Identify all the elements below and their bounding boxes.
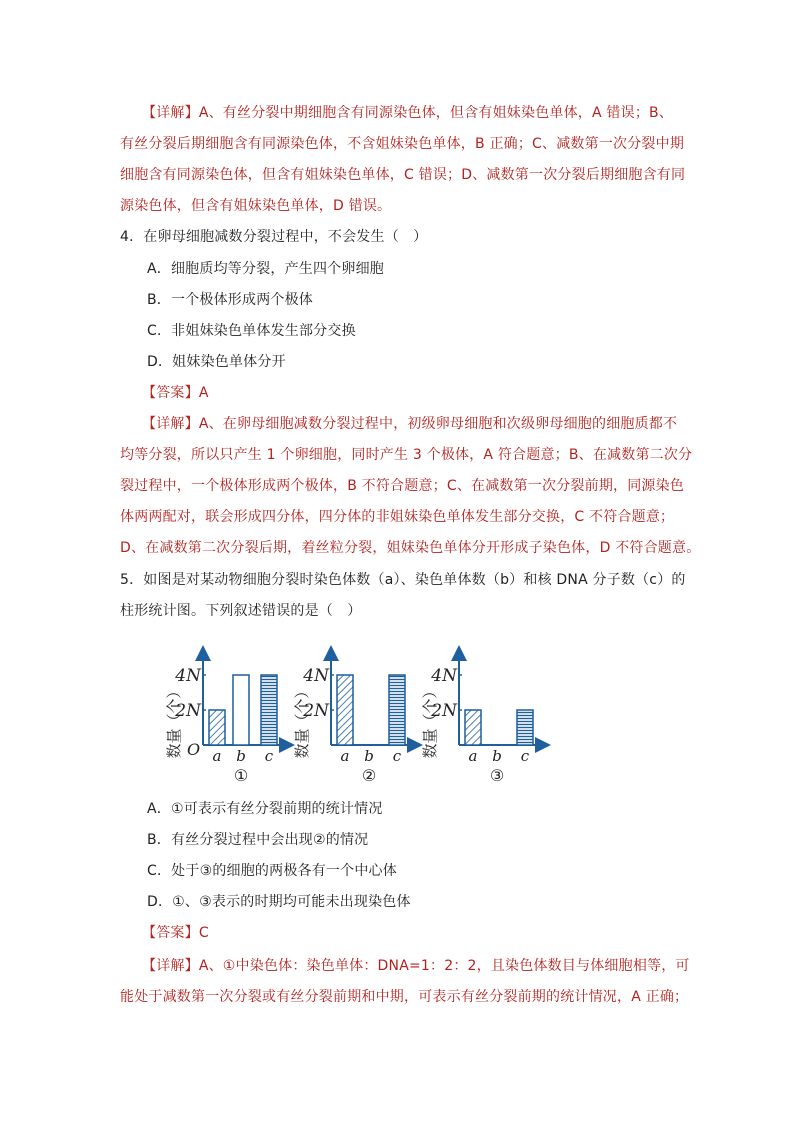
answer-tag: 【答案】 bbox=[142, 925, 199, 941]
q3-detail-line-4: 源染色体，但含有姐妹染色单体，D 错误。 bbox=[120, 198, 392, 214]
q4-detail-line-2: 均等分裂，所以只产生 1 个卵细胞，同时产生 3 个极体，A 符合题意；B、在减数第二次分 bbox=[120, 447, 693, 463]
q4-stem: 4．在卵母细胞减数分裂过程中，不会发生（ ） bbox=[120, 229, 428, 245]
q4-option-d: D．姐妹染色单体分开 bbox=[147, 354, 286, 370]
q5-option-c: C．处于③的细胞的两极各有一个中心体 bbox=[147, 863, 397, 879]
q3-detail-line-3: 细胞含有同源染色体，但含有姐妹染色单体，C 错误；D、减数第一次分裂后期细胞含有同 bbox=[120, 167, 686, 183]
origin-label: O bbox=[187, 740, 201, 759]
q4-answer bbox=[142, 383, 209, 403]
chart-label: ② bbox=[361, 766, 377, 785]
bar-a bbox=[337, 675, 353, 745]
q5-option-b: B．有丝分裂过程中会出现②的情况 bbox=[147, 832, 369, 848]
bar-a bbox=[465, 710, 481, 745]
bar-charts bbox=[165, 645, 595, 790]
y-tick-label: 2N bbox=[303, 701, 329, 721]
q4-detail-line-4: 体两两配对，联会形成四分体，四分体的非姐妹染色单体发生部分交换，C 不符合题意； bbox=[120, 509, 675, 525]
q5-answer bbox=[142, 923, 209, 943]
x-tick-label: b bbox=[236, 747, 246, 765]
q4-detail-line-1: 【详解】A、在卵母细胞减数分裂过程中，初级卵母细胞和次级卵母细胞的细胞质都不 bbox=[142, 416, 678, 432]
q4-option-b: B．一个极体形成两个极体 bbox=[147, 292, 314, 308]
y-axis-label: 数量（个） bbox=[293, 683, 311, 759]
x-tick-label: a bbox=[468, 747, 478, 765]
bar-charts-svg bbox=[165, 645, 595, 790]
x-tick-label: c bbox=[264, 747, 274, 765]
answer-tag: 【答案】 bbox=[142, 385, 199, 401]
q5-stem-line-1: 5．如图是对某动物细胞分裂时染色体数（a）、染色单体数（b）和核 DNA 分子数（c）的 bbox=[120, 572, 686, 588]
detail-tag: 【详解】 bbox=[142, 416, 199, 432]
q5-stem-line-2: 柱形统计图。下列叙述错误的是（ ） bbox=[120, 603, 362, 619]
detail-tag: 【详解】 bbox=[142, 105, 199, 121]
y-tick-label: 4N bbox=[431, 666, 457, 686]
chart-label: ① bbox=[233, 766, 249, 785]
y-tick-label: 2N bbox=[175, 701, 201, 721]
q5-detail-line-2: 能处于减数第一次分裂或有丝分裂前期和中期，可表示有丝分裂前期的统计情况，A 正确； bbox=[120, 989, 689, 1005]
y-axis-label: 数量（个） bbox=[165, 683, 183, 759]
q3-detail-line-1: 【详解】A、有丝分裂中期细胞含有同源染色体，但含有姐妹染色单体，A 错误；B、 bbox=[142, 105, 674, 121]
answer-value: C bbox=[198, 925, 209, 941]
detail-tag: 【详解】 bbox=[142, 958, 199, 974]
bar-a bbox=[209, 710, 225, 745]
bar-c bbox=[389, 675, 405, 745]
y-tick-label: 4N bbox=[175, 666, 201, 686]
x-tick-label: a bbox=[212, 747, 222, 765]
q4-detail-line-3: 裂过程中，一个极体形成两个极体，B 不符合题意；C、在减数第一次分裂前期，同源染色 bbox=[120, 478, 685, 494]
y-tick-label: 2N bbox=[431, 701, 457, 721]
bar-b bbox=[233, 675, 249, 745]
x-tick-label: a bbox=[340, 747, 350, 765]
x-tick-label: b bbox=[492, 747, 502, 765]
q5-option-a: A．①可表示有丝分裂前期的统计情况 bbox=[147, 801, 383, 817]
q5-detail-line-1: 【详解】A、①中染色体：染色单体：DNA=1：2：2，且染色体数目与体细胞相等，可 bbox=[142, 958, 690, 974]
chart-label: ③ bbox=[489, 766, 505, 785]
q5-option-d: D．①、③表示的时期均可能未出现染色体 bbox=[147, 894, 411, 910]
x-tick-label: c bbox=[520, 747, 530, 765]
q4-option-c: C．非姐妹染色单体发生部分交换 bbox=[147, 323, 356, 339]
q3-detail-line-2: 有丝分裂后期细胞含有同源染色体，不含姐妹染色单体，B 正确；C、减数第一次分裂中期 bbox=[120, 136, 685, 152]
q4-detail-line-5: D、在减数第二次分裂后期，着丝粒分裂，姐妹染色单体分开形成子染色体，D 不符合题意。 bbox=[120, 540, 701, 556]
answer-value: A bbox=[198, 385, 209, 401]
y-tick-label: 4N bbox=[303, 666, 329, 686]
x-tick-label: b bbox=[364, 747, 374, 765]
bar-c bbox=[261, 675, 277, 745]
bar-c bbox=[517, 710, 533, 745]
y-axis-label: 数量（个） bbox=[421, 683, 439, 759]
x-tick-label: c bbox=[392, 747, 402, 765]
q4-option-a: A．细胞质均等分裂，产生四个卵细胞 bbox=[147, 261, 384, 277]
